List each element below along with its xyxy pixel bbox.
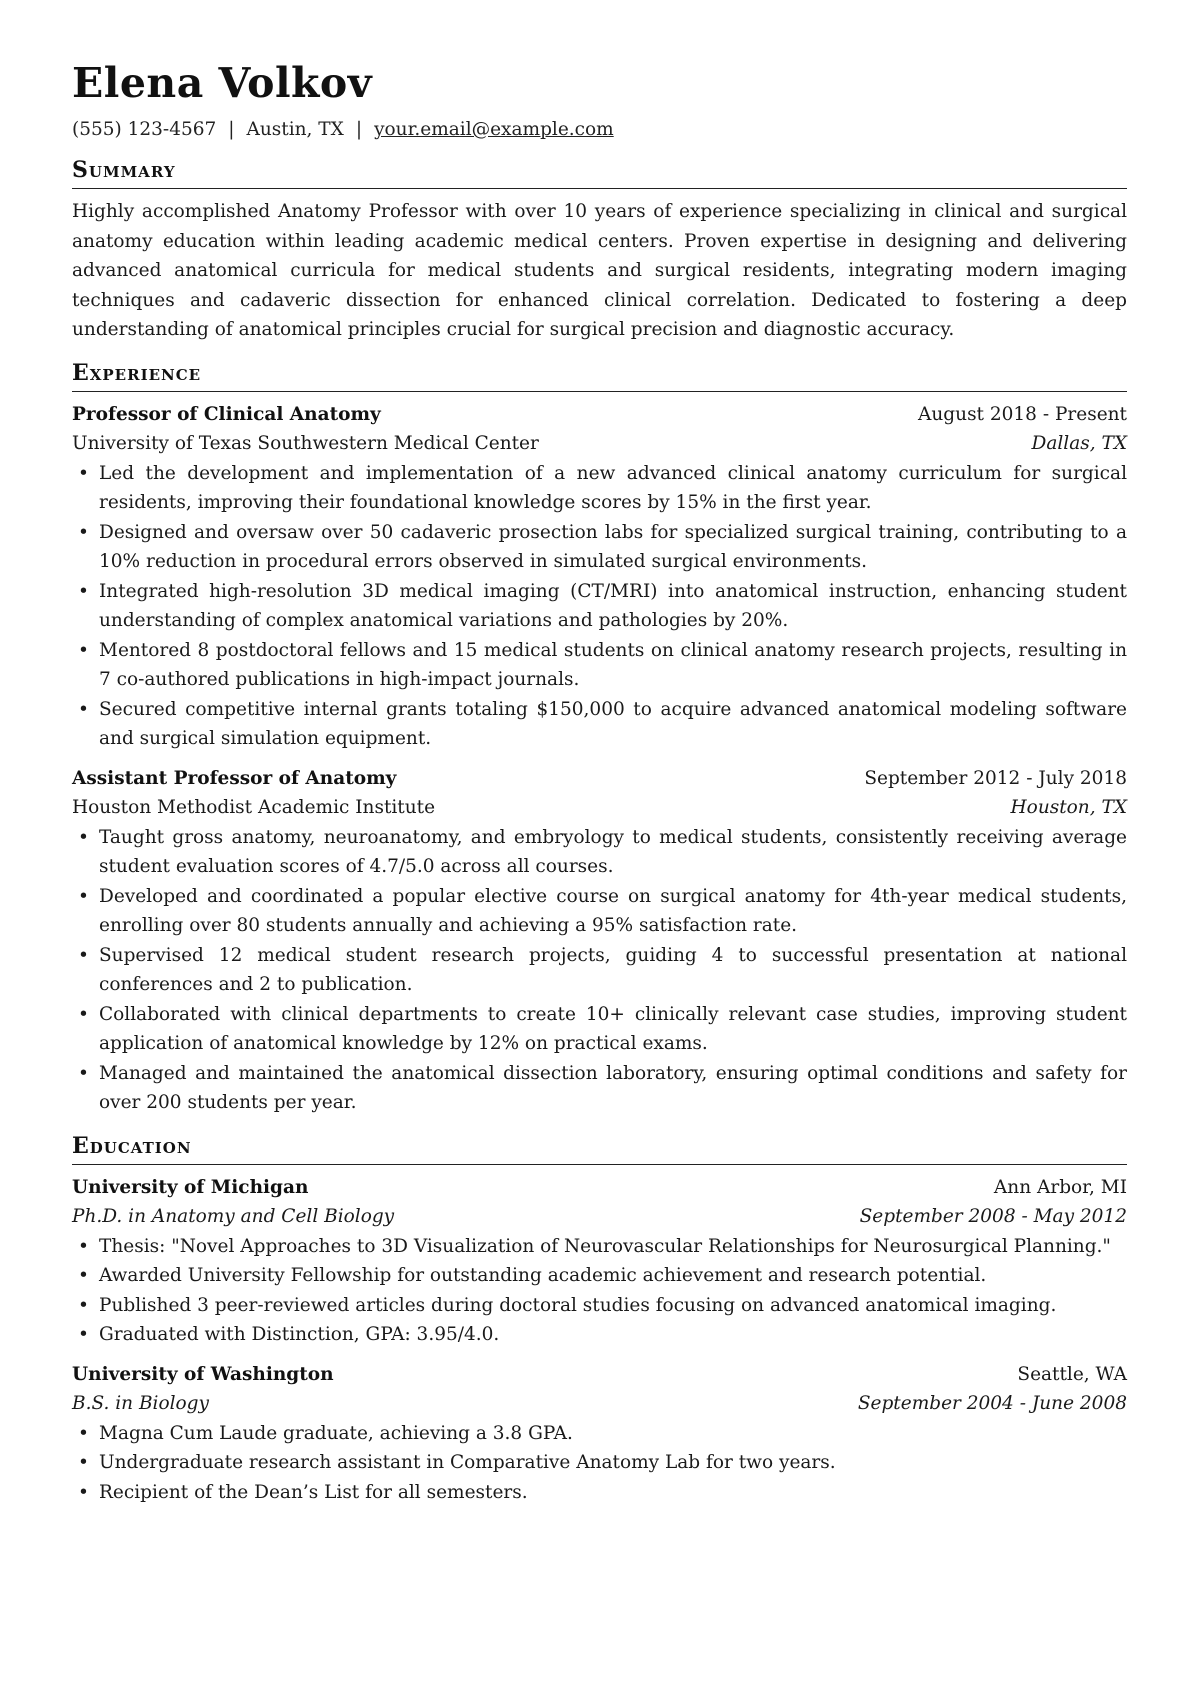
entry-subheader <box>72 429 1127 459</box>
experience-entry <box>72 764 1127 1118</box>
job-location: Dallas, TX <box>1031 433 1127 454</box>
education-dates: September 2008 - May 2012 <box>859 1206 1127 1227</box>
list-item: • Graduated with Distinction, GPA: 3.95/4.0. <box>72 1320 1127 1350</box>
job-location: Houston, TX <box>1010 797 1127 818</box>
list-item: • Designed and oversaw over 50 cadaveric prosection labs for specialized surgical training, contributing to a 10% reduction in procedural errors observed in simulated surgical environments. <box>72 518 1127 577</box>
entry-subheader <box>72 1389 1127 1419</box>
education-dates: September 2004 - June 2008 <box>857 1393 1127 1414</box>
summary-text: Highly accomplished Anatomy Professor with over 10 years of experience specializing in clinical and surgical anatomy education within leading academic medical centers. Proven expertise in designing and delivering advanced anatomical curricula for medical students and surgical residents, integrating modern imaging techniques and cadaveric dissection for enhanced clinical correlation. Dedicated to fostering a deep understanding of anatomical principles crucial for surgical precision and diagnostic accuracy. <box>72 201 1127 340</box>
employer: Houston Methodist Academic Institute <box>72 797 436 818</box>
list-item: • Integrated high-resolution 3D medical imaging (CT/MRI) into anatomical instruction, enhancing student understanding of complex anatomical variations and pathologies by 20%. <box>72 577 1127 636</box>
section-divider <box>72 188 1127 189</box>
contact-separator: | <box>355 119 363 140</box>
list-item: • Supervised 12 medical student research projects, guiding 4 to successful presentation at national conferences and 2 to publication. <box>72 941 1127 1000</box>
list-item: • Collaborated with clinical departments to create 10+ clinically relevant case studies, improving student application of anatomical knowledge by 12% on practical exams. <box>72 1000 1127 1059</box>
contact-line <box>72 118 1127 142</box>
job-bullets <box>72 459 1127 754</box>
list-item: • Managed and maintained the anatomical dissection laboratory, ensuring optimal conditions and safety for over 200 students per year. <box>72 1059 1127 1118</box>
resume-page <box>72 58 1127 1517</box>
job-title: Assistant Professor of Anatomy <box>72 767 397 789</box>
list-item: • Secured competitive internal grants totaling $150,000 to acquire advanced anatomical modeling software and surgical simulation equipment. <box>72 695 1127 754</box>
section-title-education: Education <box>72 1132 192 1159</box>
list-item: • Taught gross anatomy, neuroanatomy, and embryology to medical students, consistently receiving average student evaluation scores of 4.7/5.0 across all courses. <box>72 823 1127 882</box>
section-title-experience: Experience <box>72 359 202 386</box>
experience-section <box>72 359 1127 1118</box>
entry-header <box>72 764 1127 794</box>
entry-subheader <box>72 793 1127 823</box>
degree: B.S. in Biology <box>72 1393 209 1414</box>
experience-entry <box>72 400 1127 754</box>
list-item: • Recipient of the Dean’s List for all semesters. <box>72 1478 1127 1508</box>
list-item: • Developed and coordinated a popular elective course on surgical anatomy for 4th-year medical students, enrolling over 80 students annually and achieving a 95% satisfaction rate. <box>72 882 1127 941</box>
education-section <box>72 1132 1127 1508</box>
degree: Ph.D. in Anatomy and Cell Biology <box>72 1206 395 1227</box>
entry-header <box>72 1360 1127 1390</box>
candidate-name: Elena Volkov <box>72 59 373 107</box>
job-dates: September 2012 - July 2018 <box>864 767 1127 789</box>
employer: University of Texas Southwestern Medical Center <box>72 433 539 454</box>
school-location: Ann Arbor, MI <box>993 1176 1127 1198</box>
contact-separator: | <box>228 119 235 140</box>
job-bullets <box>72 823 1127 1118</box>
school-location: Seattle, WA <box>1017 1363 1127 1385</box>
education-entry <box>72 1173 1127 1350</box>
list-item: • Thesis: "Novel Approaches to 3D Visualization of Neurovascular Relationships for Neurosurgical Planning." <box>72 1232 1127 1262</box>
job-dates: August 2018 - Present <box>918 403 1127 425</box>
section-divider <box>72 391 1127 392</box>
school-name: University of Michigan <box>72 1176 309 1198</box>
job-title: Professor of Clinical Anatomy <box>72 403 381 425</box>
phone-number: (555) 123-4567 <box>72 119 217 140</box>
entry-header <box>72 400 1127 430</box>
section-divider <box>72 1164 1127 1165</box>
summary-section <box>72 156 1127 345</box>
email-link[interactable]: your.email@example.com <box>374 119 614 140</box>
education-bullets <box>72 1419 1127 1508</box>
list-item: • Awarded University Fellowship for outstanding academic achievement and research potential. <box>72 1261 1127 1291</box>
entry-header <box>72 1173 1127 1203</box>
location: Austin, TX <box>246 119 344 140</box>
section-title-summary: Summary <box>72 157 176 183</box>
entry-subheader <box>72 1202 1127 1232</box>
list-item: • Mentored 8 postdoctoral fellows and 15 medical students on clinical anatomy research projects, resulting in 7 co-authored publications in high-impact journals. <box>72 636 1127 695</box>
list-item: • Magna Cum Laude graduate, achieving a 3.8 GPA. <box>72 1419 1127 1449</box>
list-item: • Undergraduate research assistant in Comparative Anatomy Lab for two years. <box>72 1448 1127 1478</box>
education-entry <box>72 1360 1127 1508</box>
list-item: • Published 3 peer-reviewed articles during doctoral studies focusing on advanced anatomical imaging. <box>72 1291 1127 1321</box>
school-name: University of Washington <box>72 1363 334 1385</box>
education-bullets <box>72 1232 1127 1350</box>
list-item: • Led the development and implementation of a new advanced clinical anatomy curriculum for surgical residents, improving their foundational knowledge scores by 15% in the first year. <box>72 459 1127 518</box>
